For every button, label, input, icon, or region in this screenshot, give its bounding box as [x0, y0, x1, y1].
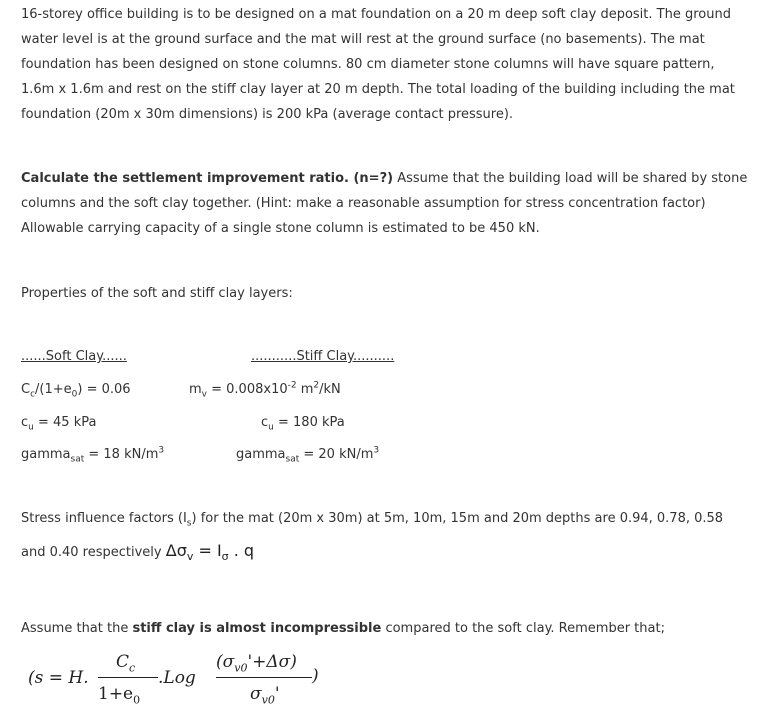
stiff-clay-header: ...........Stiff Clay..........: [251, 349, 395, 364]
soft-clay-compression-index: $C_c/(1+e_0) = 0.06$: [21, 382, 131, 400]
formula-frac1-num: $C_c$: [116, 652, 136, 675]
stress-influence-text: Stress influence factors $(I_s)$ for the mat (20m x 30m) at 5m, 10m, 15m and 20m depths are 0.94, 0.78, 0.58: [21, 511, 724, 529]
stiff-clay-compressibility: $m_v = 0.008x10^{-2}$ $m^2/kN$: [189, 380, 341, 400]
task-question: Calculate the settlement improvement ratio. (n=?): [21, 171, 394, 186]
settlement-formula: (s = H. $C_c$ $1+e_0$ .Log $(\sigma_{v0}'+\Delta\sigma)$ $\sigma_{v0}'$ ): [28, 652, 319, 707]
stiff-clay-undrained-strength: $c_u = 180$ kPa: [261, 415, 345, 433]
formula-frac1-den: $1+e_0$: [98, 684, 141, 707]
properties-heading: Properties of the soft and stiff clay layers:: [21, 286, 293, 301]
formula-frac2-den: $\sigma_{v0}'$: [250, 684, 280, 707]
intro-paragraph: 16-storey office building is to be designed on a mat foundation on a 20 m deep soft clay deposit. The ground water level is at the ground surface and the mat will rest at the ground surface (no basements). The mat foundation has been designed on stone columns. 80 cm diameter stone columns will have square pattern, 1.6m x 1.6m and rest on the stiff clay layer at 20 m depth. The total loading of the building including the mat foundation (20m x 30m dimensions) is 200 kPa (average contact pressure).: [21, 7, 735, 122]
stress-influence-line2: and 0.40 respectively $\Delta\sigma_v = I_\sigma$ . q: [21, 541, 255, 564]
formula-frac1-bar: [98, 677, 158, 678]
soft-clay-header: ......Soft Clay......: [21, 349, 127, 364]
assume-emphasis: stiff clay is almost incompressible: [132, 621, 382, 636]
formula-frac2-bar: [216, 677, 312, 678]
task-paragraph: [21, 166, 751, 241]
soft-clay-unit-weight: gamma$_{sat}$ = 18 $kN/m^3$: [21, 445, 165, 465]
stress-increment-formula: $\Delta\sigma_v = I_\sigma$ . q: [165, 541, 255, 564]
stiff-clay-unit-weight: gamma$_{sat}$ = 20 $kN/m^3$: [236, 445, 380, 465]
formula-frac2-num: $(\sigma_{v0}'+\Delta\sigma)$: [216, 652, 297, 675]
soft-clay-undrained-strength: $c_u = 45$ kPa: [21, 415, 97, 433]
task-description: Assume that the building load will be shared by stone columns and the soft clay together. (Hint: make a reasonable assumption for stress concentration factor) Allowable carrying capacity of a single stone column is estimated to be 450 kN.: [21, 171, 748, 236]
assume-paragraph: Assume that the stiff clay is almost incompressible compared to the soft clay. Remember that;: [21, 621, 665, 636]
